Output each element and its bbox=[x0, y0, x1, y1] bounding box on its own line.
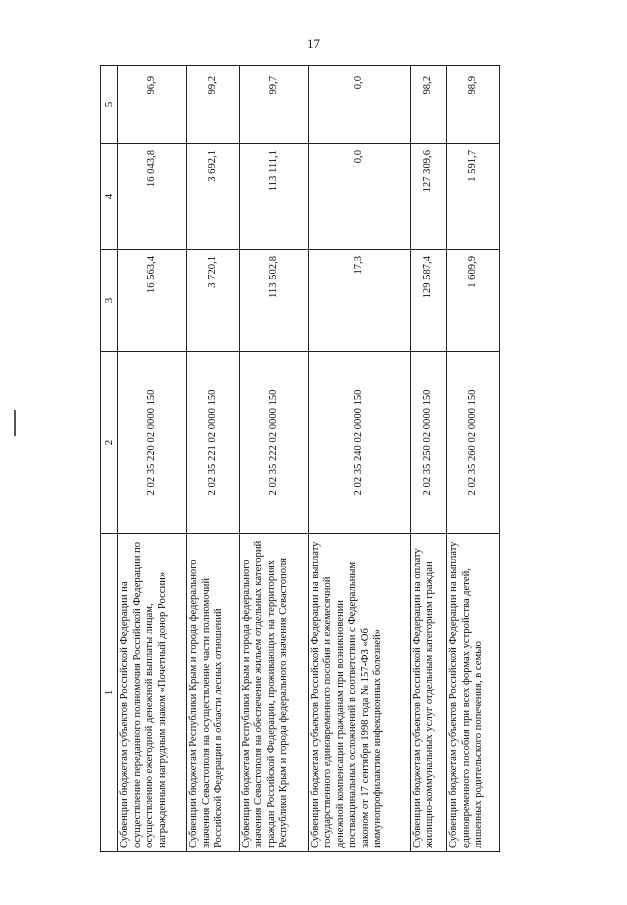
row-name: Субвенции бюджетам Республики Крым и города федерального значения Севастополя на осуществление части полномочий Российской Федерации в области лесных отношений bbox=[187, 534, 240, 852]
row-code: 2 02 35 222 02 0000 150 bbox=[239, 352, 308, 534]
margin-mark bbox=[14, 410, 16, 436]
rotated-table-wrapper bbox=[100, 66, 500, 852]
row-code: 2 02 35 260 02 0000 150 bbox=[447, 352, 500, 534]
row-code: 2 02 35 250 02 0000 150 bbox=[410, 352, 447, 534]
row-name: Субвенции бюджетам субъектов Российской Федерации на выплату единовременного пособия при всех формах устройства детей, лишенных родительского попечения, в семью bbox=[447, 534, 500, 852]
row-percent: 98,2 bbox=[410, 66, 447, 144]
row-name: Субвенции бюджетам субъектов Российской Федерации на осуществление переданного полномочия Российской Федерации по осуществлению ежегодной денежной выплаты лицам, награжденным нагрудным знаком «Почетный донор России» bbox=[118, 534, 187, 852]
table-row bbox=[410, 66, 447, 852]
table-row bbox=[187, 66, 240, 852]
row-code: 2 02 35 220 02 0000 150 bbox=[118, 352, 187, 534]
row-percent: 98,9 bbox=[447, 66, 500, 144]
row-actual: 0,0 bbox=[308, 144, 410, 250]
row-actual: 113 111,1 bbox=[239, 144, 308, 250]
table-row bbox=[239, 66, 308, 852]
row-name: Субвенции бюджетам Республики Крым и города федерального значения Севастополя на обеспечение жильем отдельных категорий граждан Российской Федерации, проживающих на территориях Республики Крым и города федерального значения Севастополя bbox=[239, 534, 308, 852]
column-header-4: 4 bbox=[101, 144, 118, 250]
column-header-1: 1 bbox=[101, 534, 118, 852]
header-row bbox=[101, 66, 118, 852]
row-plan: 113 502,8 bbox=[239, 250, 308, 352]
row-percent: 99,2 bbox=[187, 66, 240, 144]
row-code: 2 02 35 221 02 0000 150 bbox=[187, 352, 240, 534]
column-header-5: 5 bbox=[101, 66, 118, 144]
row-name: Субвенции бюджетам субъектов Российской Федерации на оплату жилищно-коммунальных услуг отдельным категориям граждан bbox=[410, 534, 447, 852]
row-plan: 3 720,1 bbox=[187, 250, 240, 352]
row-actual: 16 043,8 bbox=[118, 144, 187, 250]
table-row bbox=[118, 66, 187, 852]
table-row bbox=[308, 66, 410, 852]
row-name: Субвенции бюджетам субъектов Российской Федерации на выплату государственного единовременного пособия и ежемесячной денежной компенсации гражданам при возникновении поствакцинальных осложнений в соответствии с Федеральным законом от 17 сентября 1998 года № 157-ФЗ «Об иммунопрофилактике инфекционных болезней» bbox=[308, 534, 410, 852]
row-percent: 99,7 bbox=[239, 66, 308, 144]
row-plan: 129 587,4 bbox=[410, 250, 447, 352]
row-code: 2 02 35 240 02 0000 150 bbox=[308, 352, 410, 534]
row-percent: 0,0 bbox=[308, 66, 410, 144]
row-actual: 127 309,6 bbox=[410, 144, 447, 250]
page-number: 17 bbox=[307, 36, 320, 51]
column-header-3: 3 bbox=[101, 250, 118, 352]
row-plan: 16 563,4 bbox=[118, 250, 187, 352]
row-actual: 3 692,1 bbox=[187, 144, 240, 250]
row-plan: 1 609,9 bbox=[447, 250, 500, 352]
row-percent: 96,9 bbox=[118, 66, 187, 144]
row-actual: 1 591,7 bbox=[447, 144, 500, 250]
row-plan: 17,3 bbox=[308, 250, 410, 352]
column-header-2: 2 bbox=[101, 352, 118, 534]
budget-table bbox=[100, 65, 500, 852]
table-row bbox=[447, 66, 500, 852]
